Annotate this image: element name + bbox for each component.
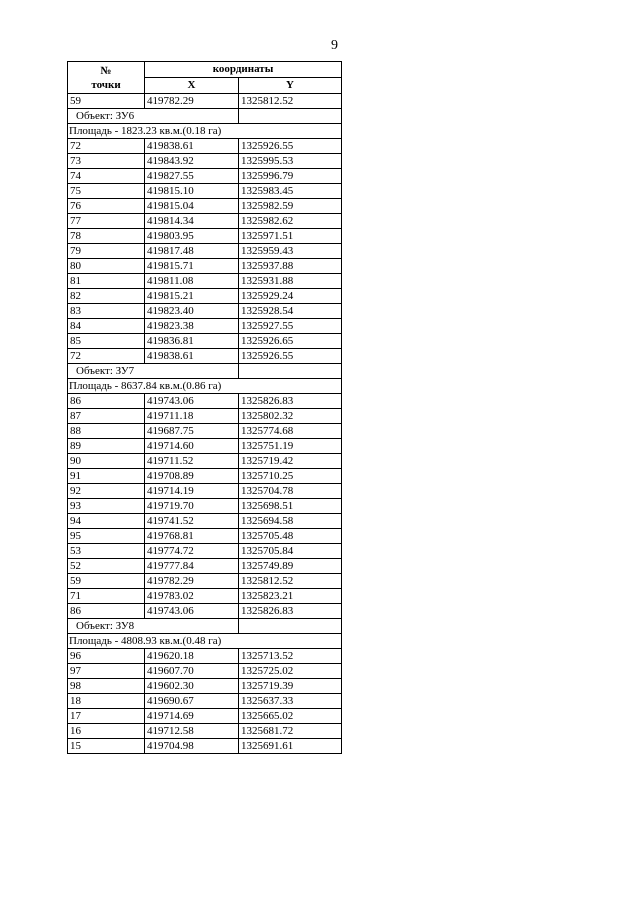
- point-number-cell: 85: [68, 334, 145, 349]
- x-coordinate-cell: 419815.04: [145, 199, 239, 214]
- point-number-cell: 72: [68, 349, 145, 364]
- y-coordinate-cell: 1325713.52: [239, 649, 342, 664]
- table-row: [68, 679, 342, 694]
- table-row: [68, 589, 342, 604]
- x-coordinate-cell: 419620.18: [145, 649, 239, 664]
- y-coordinate-cell: 1325982.62: [239, 214, 342, 229]
- y-coordinate-cell: 1325691.61: [239, 739, 342, 754]
- x-coordinate-cell: 419782.29: [145, 94, 239, 109]
- y-coordinate-cell: 1325826.83: [239, 394, 342, 409]
- table-row: [68, 139, 342, 154]
- table-row: [68, 244, 342, 259]
- y-coordinate-cell: 1325826.83: [239, 604, 342, 619]
- point-number-cell: 77: [68, 214, 145, 229]
- x-coordinate-cell: 419817.48: [145, 244, 239, 259]
- point-number-cell: 84: [68, 319, 145, 334]
- y-coordinate-cell: 1325704.78: [239, 484, 342, 499]
- table-row: [68, 229, 342, 244]
- x-coordinate-cell: 419741.52: [145, 514, 239, 529]
- table-row: [68, 529, 342, 544]
- x-coordinate-cell: 419777.84: [145, 559, 239, 574]
- y-coordinate-cell: 1325710.25: [239, 469, 342, 484]
- y-header: Y: [239, 78, 342, 94]
- x-coordinate-cell: 419836.81: [145, 334, 239, 349]
- table-row: [68, 499, 342, 514]
- y-coordinate-cell: 1325719.39: [239, 679, 342, 694]
- table-row: [68, 319, 342, 334]
- x-header: X: [145, 78, 239, 94]
- area-label: Площадь - 1823.23 кв.м.(0.18 га): [68, 124, 342, 139]
- point-number-cell: 97: [68, 664, 145, 679]
- x-coordinate-cell: 419823.38: [145, 319, 239, 334]
- table-row: [68, 394, 342, 409]
- table-row: [68, 484, 342, 499]
- y-coordinate-cell: 1325926.55: [239, 349, 342, 364]
- point-number-cell: 93: [68, 499, 145, 514]
- table-row: [68, 274, 342, 289]
- object-label: Объект: ЗУ7: [68, 364, 239, 379]
- x-coordinate-cell: 419743.06: [145, 604, 239, 619]
- table-row: [68, 739, 342, 754]
- object-label: Объект: ЗУ6: [68, 109, 239, 124]
- x-coordinate-cell: 419811.08: [145, 274, 239, 289]
- table-body: [68, 94, 342, 754]
- point-number-cell: 95: [68, 529, 145, 544]
- x-coordinate-cell: 419708.89: [145, 469, 239, 484]
- point-number-label: точки: [91, 78, 121, 91]
- x-coordinate-cell: 419743.06: [145, 394, 239, 409]
- y-coordinate-cell: 1325698.51: [239, 499, 342, 514]
- table-row: [68, 424, 342, 439]
- x-coordinate-cell: 419823.40: [145, 304, 239, 319]
- y-coordinate-cell: 1325937.88: [239, 259, 342, 274]
- y-coordinate-cell: 1325812.52: [239, 574, 342, 589]
- x-coordinate-cell: 419843.92: [145, 154, 239, 169]
- y-coordinate-cell: 1325665.02: [239, 709, 342, 724]
- y-coordinate-cell: 1325751.19: [239, 439, 342, 454]
- y-coordinate-cell: 1325719.42: [239, 454, 342, 469]
- point-number-cell: 15: [68, 739, 145, 754]
- empty-cell: [239, 364, 342, 379]
- x-coordinate-cell: 419827.55: [145, 169, 239, 184]
- point-number-cell: 80: [68, 259, 145, 274]
- point-number-cell: 81: [68, 274, 145, 289]
- y-coordinate-cell: 1325983.45: [239, 184, 342, 199]
- coordinates-table: [67, 61, 342, 754]
- y-coordinate-cell: 1325931.88: [239, 274, 342, 289]
- point-number-cell: 75: [68, 184, 145, 199]
- y-coordinate-cell: 1325705.48: [239, 529, 342, 544]
- x-coordinate-cell: 419711.52: [145, 454, 239, 469]
- y-coordinate-cell: 1325802.32: [239, 409, 342, 424]
- table-row: [68, 304, 342, 319]
- point-number-cell: 59: [68, 94, 145, 109]
- x-coordinate-cell: 419768.81: [145, 529, 239, 544]
- point-number-cell: 94: [68, 514, 145, 529]
- table-row: [68, 544, 342, 559]
- table-row: [68, 259, 342, 274]
- x-coordinate-cell: 419803.95: [145, 229, 239, 244]
- table-row: [68, 604, 342, 619]
- point-number-cell: 89: [68, 439, 145, 454]
- y-coordinate-cell: 1325725.02: [239, 664, 342, 679]
- point-number-cell: 88: [68, 424, 145, 439]
- x-coordinate-cell: 419814.34: [145, 214, 239, 229]
- table-row: [68, 334, 342, 349]
- x-coordinate-cell: 419712.58: [145, 724, 239, 739]
- area-row: [68, 124, 342, 139]
- point-number-cell: 91: [68, 469, 145, 484]
- point-number-cell: 53: [68, 544, 145, 559]
- table-row: [68, 649, 342, 664]
- point-number-cell: 59: [68, 574, 145, 589]
- object-label: Объект: ЗУ8: [68, 619, 239, 634]
- x-coordinate-cell: 419687.75: [145, 424, 239, 439]
- table-row: [68, 154, 342, 169]
- y-coordinate-cell: 1325996.79: [239, 169, 342, 184]
- x-coordinate-cell: 419815.21: [145, 289, 239, 304]
- empty-cell: [239, 619, 342, 634]
- x-coordinate-cell: 419714.60: [145, 439, 239, 454]
- x-coordinate-cell: 419783.02: [145, 589, 239, 604]
- y-coordinate-cell: 1325971.51: [239, 229, 342, 244]
- x-coordinate-cell: 419704.98: [145, 739, 239, 754]
- y-coordinate-cell: 1325749.89: [239, 559, 342, 574]
- table-row: [68, 409, 342, 424]
- y-coordinate-cell: 1325929.24: [239, 289, 342, 304]
- point-number-cell: 86: [68, 394, 145, 409]
- area-row: [68, 634, 342, 649]
- x-coordinate-cell: 419774.72: [145, 544, 239, 559]
- area-label: Площадь - 4808.93 кв.м.(0.48 га): [68, 634, 342, 649]
- empty-cell: [239, 109, 342, 124]
- object-row: [68, 619, 342, 634]
- y-coordinate-cell: 1325823.21: [239, 589, 342, 604]
- point-number-cell: 74: [68, 169, 145, 184]
- point-number-header: [68, 62, 145, 94]
- y-coordinate-cell: 1325928.54: [239, 304, 342, 319]
- table-row: [68, 469, 342, 484]
- page-number: 9: [331, 38, 338, 53]
- y-coordinate-cell: 1325694.58: [239, 514, 342, 529]
- table-row: [68, 559, 342, 574]
- table-row: [68, 574, 342, 589]
- table-header: [68, 62, 342, 94]
- x-coordinate-cell: 419607.70: [145, 664, 239, 679]
- table-row: [68, 199, 342, 214]
- x-coordinate-cell: 419838.61: [145, 349, 239, 364]
- object-row: [68, 364, 342, 379]
- table-row: [68, 169, 342, 184]
- x-coordinate-cell: 419719.70: [145, 499, 239, 514]
- y-coordinate-cell: 1325812.52: [239, 94, 342, 109]
- point-number-cell: 17: [68, 709, 145, 724]
- point-number-cell: 79: [68, 244, 145, 259]
- point-number-cell: 83: [68, 304, 145, 319]
- table-row: [68, 184, 342, 199]
- point-number-cell: 98: [68, 679, 145, 694]
- x-coordinate-cell: 419782.29: [145, 574, 239, 589]
- x-coordinate-cell: 419690.67: [145, 694, 239, 709]
- point-number-cell: 82: [68, 289, 145, 304]
- point-number-cell: 76: [68, 199, 145, 214]
- point-number-cell: 73: [68, 154, 145, 169]
- table-row: [68, 514, 342, 529]
- x-coordinate-cell: 419714.69: [145, 709, 239, 724]
- table-row: [68, 709, 342, 724]
- point-number-cell: 18: [68, 694, 145, 709]
- table-row: [68, 214, 342, 229]
- table-row: [68, 664, 342, 679]
- point-number-symbol: №: [100, 64, 112, 77]
- table-row: [68, 724, 342, 739]
- y-coordinate-cell: 1325774.68: [239, 424, 342, 439]
- point-number-cell: 71: [68, 589, 145, 604]
- y-coordinate-cell: 1325959.43: [239, 244, 342, 259]
- table-row: [68, 94, 342, 109]
- object-row: [68, 109, 342, 124]
- point-number-cell: 96: [68, 649, 145, 664]
- point-number-cell: 52: [68, 559, 145, 574]
- coordinates-header: координаты: [145, 62, 342, 78]
- x-coordinate-cell: 419711.18: [145, 409, 239, 424]
- x-coordinate-cell: 419602.30: [145, 679, 239, 694]
- y-coordinate-cell: 1325927.55: [239, 319, 342, 334]
- y-coordinate-cell: 1325681.72: [239, 724, 342, 739]
- point-number-cell: 86: [68, 604, 145, 619]
- y-coordinate-cell: 1325637.33: [239, 694, 342, 709]
- table-row: [68, 454, 342, 469]
- area-row: [68, 379, 342, 394]
- table-row: [68, 439, 342, 454]
- point-number-cell: 72: [68, 139, 145, 154]
- y-coordinate-cell: 1325995.53: [239, 154, 342, 169]
- x-coordinate-cell: 419838.61: [145, 139, 239, 154]
- point-number-cell: 16: [68, 724, 145, 739]
- y-coordinate-cell: 1325982.59: [239, 199, 342, 214]
- table-row: [68, 694, 342, 709]
- area-label: Площадь - 8637.84 кв.м.(0.86 га): [68, 379, 342, 394]
- table-row: [68, 289, 342, 304]
- y-coordinate-cell: 1325705.84: [239, 544, 342, 559]
- point-number-cell: 87: [68, 409, 145, 424]
- y-coordinate-cell: 1325926.65: [239, 334, 342, 349]
- x-coordinate-cell: 419815.71: [145, 259, 239, 274]
- point-number-cell: 90: [68, 454, 145, 469]
- x-coordinate-cell: 419714.19: [145, 484, 239, 499]
- table-row: [68, 349, 342, 364]
- point-number-cell: 78: [68, 229, 145, 244]
- y-coordinate-cell: 1325926.55: [239, 139, 342, 154]
- point-number-cell: 92: [68, 484, 145, 499]
- x-coordinate-cell: 419815.10: [145, 184, 239, 199]
